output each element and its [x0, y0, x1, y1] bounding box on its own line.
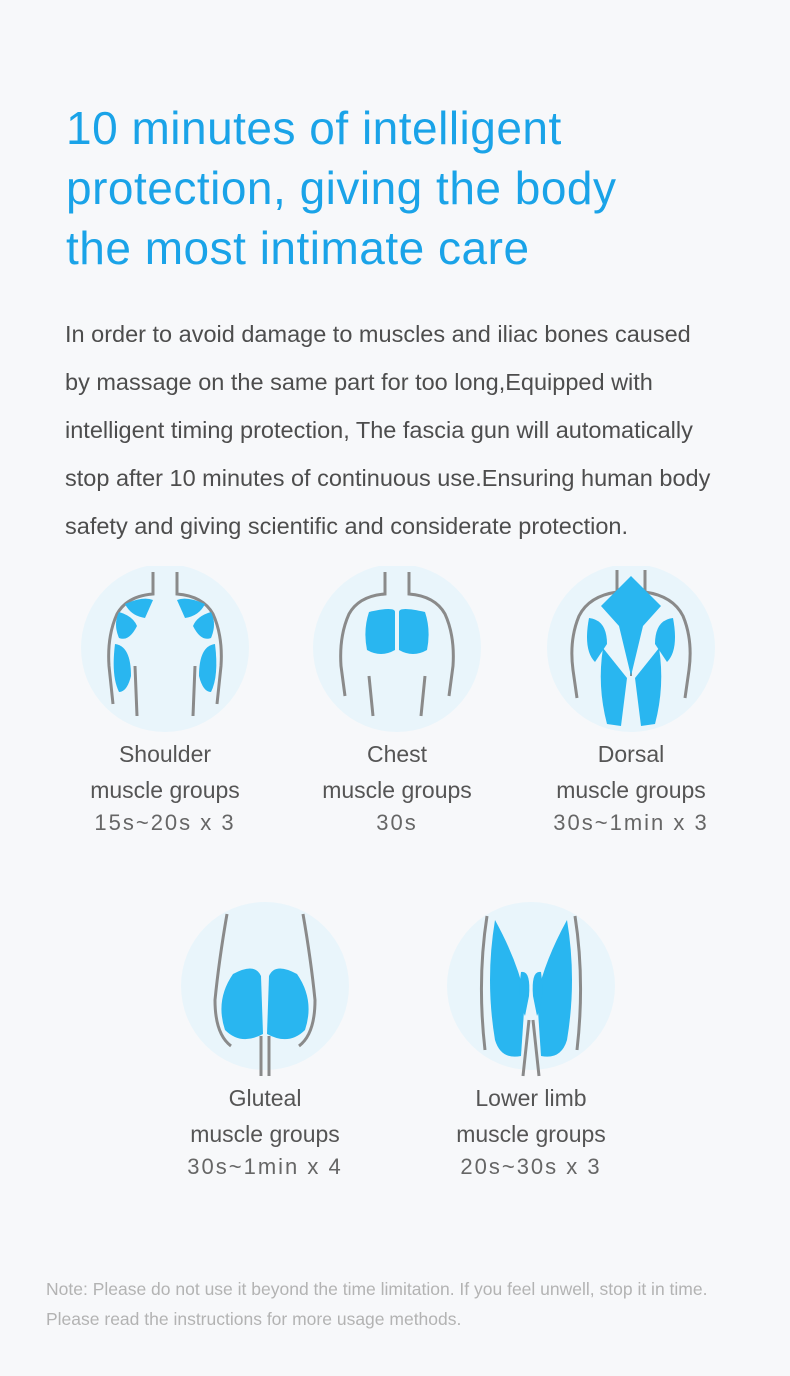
muscle-group-name: Chest: [366, 741, 428, 767]
muscle-group-name: Gluteal: [228, 1085, 302, 1111]
description-line: intelligent timing protection, The fascia gun will automatically: [65, 417, 693, 443]
muscle-group-name: Lower limb: [475, 1085, 587, 1111]
usage-note: [46, 1274, 776, 1334]
note-line: Note: Please do not use it beyond the time limitation. If you feel unwell, stop it in time.: [46, 1279, 708, 1299]
muscle-group-card-dorsal: [516, 566, 746, 836]
muscle-group-label: [50, 736, 280, 808]
headline-line: the most intimate care: [66, 222, 530, 274]
chest-figure-icon: [307, 566, 487, 736]
muscle-group-sub: muscle groups: [556, 777, 706, 803]
description-line: safety and giving scientific and considerate protection.: [65, 513, 629, 539]
description-line: stop after 10 minutes of continuous use.Ensuring human body: [65, 465, 711, 491]
muscle-group-label: [150, 1080, 380, 1152]
muscle-group-card-lower-limb: [416, 900, 646, 1180]
description: [65, 310, 765, 550]
muscle-group-sub: muscle groups: [322, 777, 472, 803]
muscle-group-time: 15s~20s x 3: [94, 810, 236, 835]
note-line: Please read the instructions for more usage methods.: [46, 1309, 462, 1329]
muscle-group-time: 30s~1min x 4: [187, 1154, 343, 1179]
muscle-group-time: 30s~1min x 3: [553, 810, 709, 835]
muscle-group-name: Shoulder: [118, 741, 212, 767]
muscle-group-card-chest: [282, 566, 512, 836]
back-figure-icon: [541, 566, 721, 736]
muscle-group-card-shoulder: [50, 566, 280, 836]
muscle-group-sub: muscle groups: [456, 1121, 606, 1147]
gluteal-figure-icon: [175, 900, 355, 1080]
description-line: In order to avoid damage to muscles and iliac bones caused: [65, 321, 691, 347]
description-line: by massage on the same part for too long,Equipped with: [65, 369, 653, 395]
muscle-group-sub: muscle groups: [90, 777, 240, 803]
muscle-group-name: Dorsal: [597, 741, 665, 767]
headline: [66, 98, 756, 278]
muscle-group-time: 30s: [376, 810, 418, 835]
muscle-group-label: [516, 736, 746, 808]
muscle-group-sub: muscle groups: [190, 1121, 340, 1147]
muscle-group-label: [282, 736, 512, 808]
muscle-group-time: 20s~30s x 3: [460, 1154, 602, 1179]
headline-line: 10 minutes of intelligent: [66, 102, 562, 154]
legs-figure-icon: [441, 900, 621, 1080]
muscle-group-label: [416, 1080, 646, 1152]
headline-line: protection, giving the body: [66, 162, 617, 214]
muscle-group-card-gluteal: [150, 900, 380, 1180]
shoulder-figure-icon: [75, 566, 255, 736]
